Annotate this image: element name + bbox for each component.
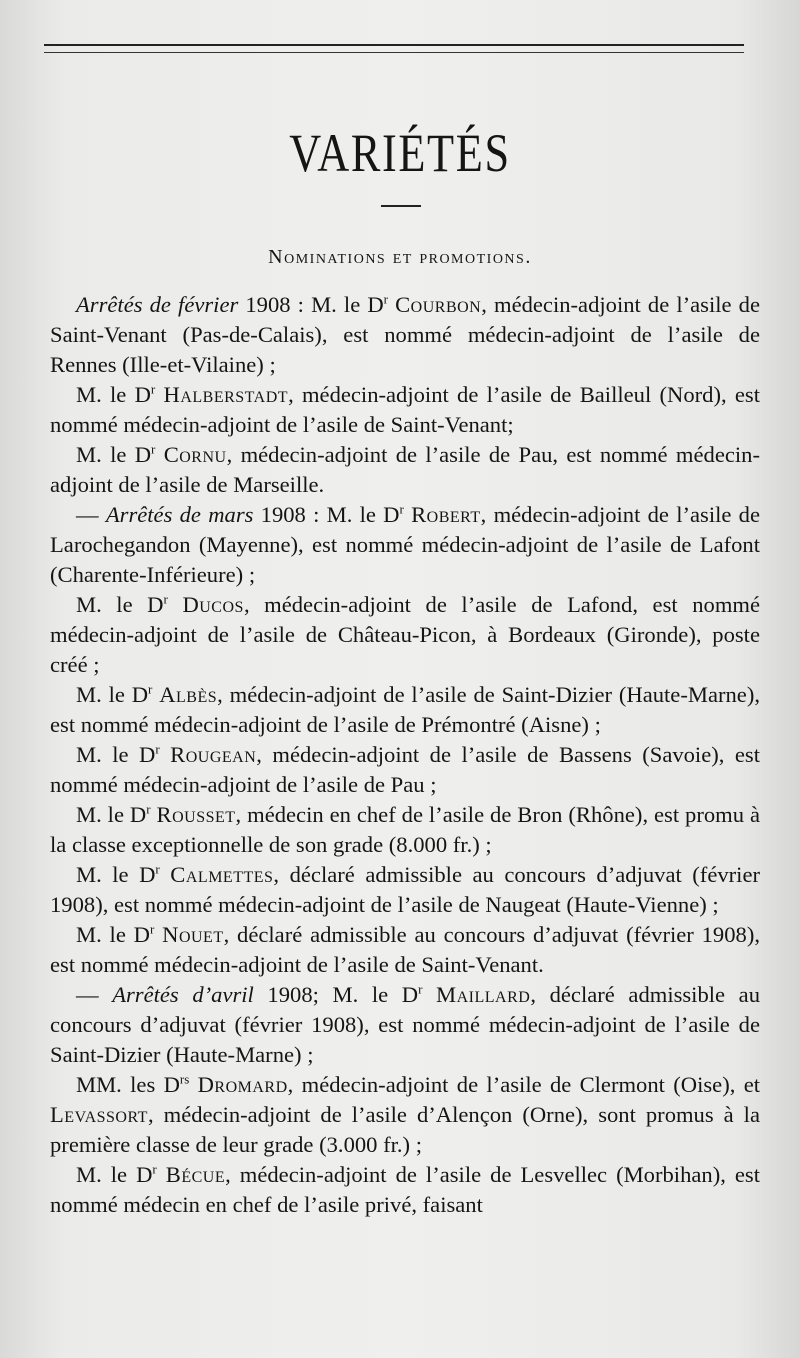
paragraph (50, 1070, 760, 1160)
person-name: Halberstadt (163, 382, 289, 407)
text-run: r (418, 981, 423, 997)
person-name: Bécue (165, 1162, 226, 1187)
text-run: M. le D (76, 862, 156, 887)
text-run: — (76, 982, 113, 1007)
text-run (422, 982, 436, 1007)
text-run: r (383, 291, 388, 307)
paragraph (50, 380, 760, 440)
text-run: r (163, 591, 168, 607)
decree-label: Arrêtés de février (76, 292, 239, 317)
text-run: 1908; M. le D (253, 982, 419, 1007)
text-run (160, 742, 170, 767)
text-run: r (148, 681, 153, 697)
text-run: M. le D (76, 682, 149, 707)
text-run: , médecin-adjoint de l’asile de Lesvellec (Morbihan), est nommé médecin en chef de l’asile privé, faisant (50, 1162, 760, 1217)
text-run: , médecin-adjoint de l’asile de Lafond, est nommé médecin-adjoint de l’asile de Château-Picon, à Bordeaux (Gironde), poste créé ; (50, 592, 760, 677)
person-name: Rougean (170, 742, 257, 767)
paragraph (50, 590, 760, 680)
text-run: , déclaré admissible au concours d’adjuvat (février 1908), est nommé médecin-adjoint de l’asile de Saint-Dizier (Haute-Marne) ; (50, 982, 760, 1067)
person-name: Robert (411, 502, 481, 527)
person-name: Levassort (50, 1102, 148, 1127)
text-run: , médecin en chef de l’asile de Bron (Rhône), est promu à la classe exceptionnelle de son grade (8.000 fr.) ; (50, 802, 760, 857)
paragraph (50, 860, 760, 920)
text-run: M. le D (76, 802, 147, 827)
text-run (157, 1162, 166, 1187)
header-rule-thin (44, 52, 744, 53)
text-run: , médecin-adjoint de l’asile de Bassens (Savoie), est nommé médecin-adjoint de l’asile de Pau ; (50, 742, 760, 797)
article-body (50, 290, 760, 1220)
person-name: Calmettes (170, 862, 274, 887)
text-run: — (76, 502, 106, 527)
text-run: , médecin-adjoint de l’asile de Clermont (Oise), et (287, 1072, 760, 1097)
text-run: M. le D (76, 922, 150, 947)
page-title: VARIÉTÉS (289, 123, 511, 183)
text-run (168, 592, 183, 617)
section-heading: Nominations et promotions. (268, 246, 532, 268)
paragraph (50, 1160, 760, 1220)
text-run: M. le D (76, 382, 151, 407)
text-run: r (152, 1161, 157, 1177)
text-run: , déclaré admissible au concours d’adjuvat (février 1908), est nommé médecin-adjoint de l’asile de Saint-Venant. (50, 922, 760, 977)
paragraph (50, 680, 760, 740)
text-run: M. le D (76, 592, 164, 617)
text-run (160, 862, 171, 887)
text-run: r (150, 381, 156, 397)
text-run (154, 922, 162, 947)
person-name: Cornu (163, 442, 227, 467)
text-run: , déclaré admissible au concours d’adjuvat (février 1908), est nommé médecin-adjoint de l’asile de Naugeat (Haute-Vienne) ; (50, 862, 760, 917)
text-run: , médecin-adjoint de l’asile d’Alençon (Orne), sont promus à la première classe de leur grade (3.000 fr.) ; (50, 1102, 760, 1157)
text-run (155, 442, 163, 467)
paragraph (50, 920, 760, 980)
text-run (155, 382, 163, 407)
text-run: rs (179, 1071, 190, 1087)
paragraph (50, 500, 760, 590)
text-run (189, 1072, 197, 1097)
person-name: Nouet (162, 922, 224, 947)
text-run: 1908 : M. le D (238, 292, 384, 317)
person-name: Maillard (436, 982, 531, 1007)
paragraph (50, 800, 760, 860)
text-run: , médecin-adjoint de l’asile de Saint-Venant (Pas-de-Calais), est nommé médecin-adjoint de l’asile de Rennes (Ille-et-Vilaine) ; (50, 292, 760, 377)
text-run: 1908 : M. le D (253, 502, 400, 527)
text-run: , médecin-adjoint de l’asile de Larochegandon (Mayenne), est nommé médecin-adjoint de l’asile de Lafont (Charente-Inférieure) ; (50, 502, 760, 587)
text-run: MM. les D (76, 1072, 180, 1097)
title-separator (381, 205, 421, 207)
text-run: , médecin-adjoint de l’asile de Saint-Dizier (Haute-Marne), est nommé médecin-adjoint de l’asile de Prémontré (Aisne) ; (50, 682, 760, 737)
person-name: Albès (159, 682, 218, 707)
text-run: r (146, 801, 151, 817)
text-run: r (149, 921, 155, 937)
paragraph (50, 290, 760, 380)
text-run: r (155, 741, 160, 757)
header-rule (44, 44, 744, 46)
text-run: M. le D (76, 742, 156, 767)
person-name: Courbon (395, 292, 482, 317)
person-name: Dromard (197, 1072, 288, 1097)
person-name: Rousset (156, 802, 236, 827)
decree-label: Arrêtés de mars (105, 502, 254, 527)
text-run: r (151, 441, 156, 457)
paragraph (50, 980, 760, 1070)
decree-label: Arrêtés d’avril (112, 982, 254, 1007)
text-run: , médecin-adjoint de l’asile de Pau, est nommé médecin-adjoint de l’asile de Marseille. (50, 442, 760, 497)
text-run: , médecin-adjoint de l’asile de Bailleul (Nord), est nommé médecin-adjoint de l’asile de Saint-Venant; (50, 382, 760, 437)
text-run: r (399, 501, 404, 517)
text-run: M. le D (76, 1162, 153, 1187)
person-name: Ducos (182, 592, 244, 617)
paragraph (50, 440, 760, 500)
text-run: r (155, 861, 160, 877)
paragraph (50, 740, 760, 800)
text-run: M. le D (76, 442, 152, 467)
